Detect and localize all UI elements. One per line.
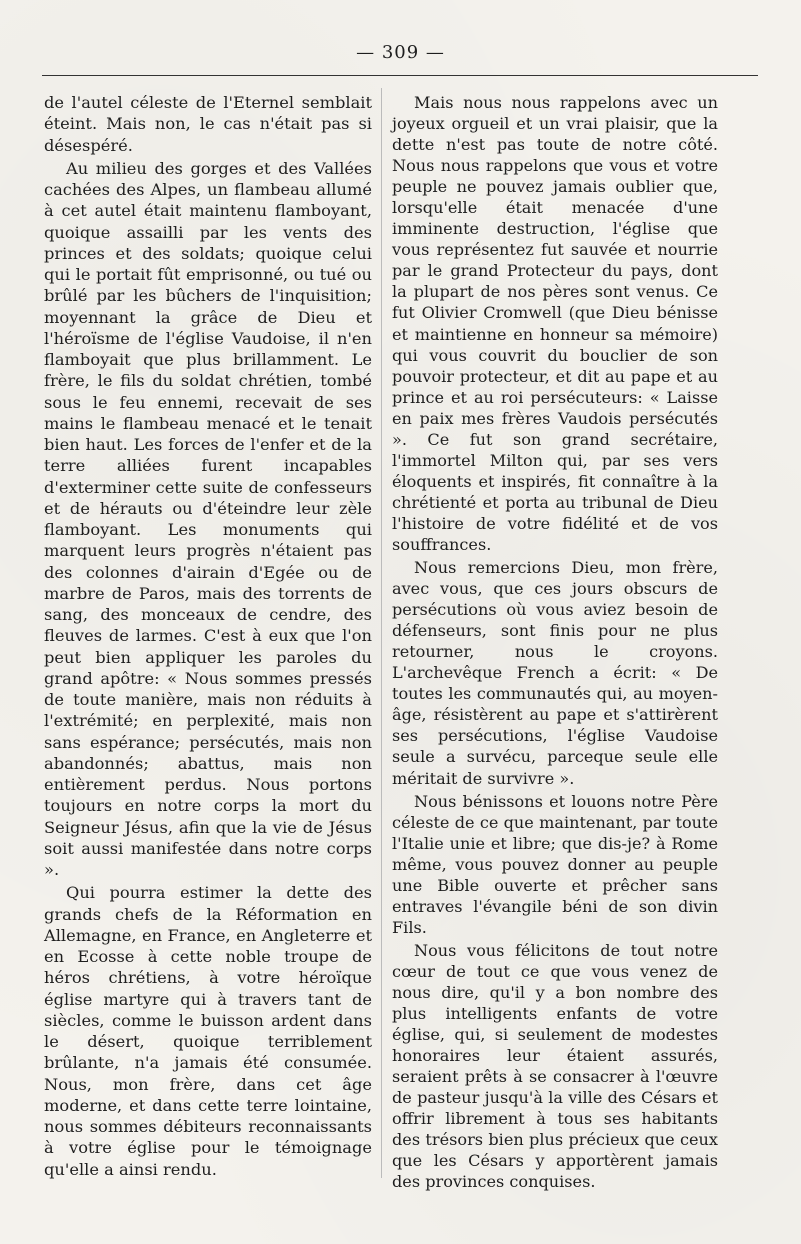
header-rule	[42, 75, 758, 76]
paragraph: de l'autel céleste de l'Eternel semblait éteint. Mais non, le cas n'était pas si désespéré.	[44, 93, 372, 155]
paragraph: Mais nous nous rappelons avec un joyeux orgueil et un vrai plaisir, que la dette n'est pas toute de notre côté. Nous nous rappelons que vous et votre peuple ne pouvez jamais oublier que, lorsqu'elle était menacée d'une imminente destruction, l'église que vous représentez fut sauvée et nourrie par le grand Protecteur du pays, dont la plupart de nos pères sont venus. Ce fut Olivier Cromwell (que Dieu bénisse et maintienne en honneur sa mémoire) qui vous couvrit du bouclier de son pouvoir protecteur, et dit au pape et au prince et au roi persécuteurs: « Laisse en paix mes frères Vaudois persécutés ». Ce fut son grand secrétaire, l'immortel Milton qui, par ses vers éloquents et inspirés, fit connaître à la chrétienté et porta au tribunal de Dieu l'histoire de votre fidélité et de vos souffrances.	[392, 93, 718, 554]
paragraph: Qui pourra estimer la dette des grands chefs de la Réformation en Allemagne, en France, en Angleterre et en Ecosse à cette noble troupe de héros chrétiens, à votre héroïque église martyre qui à travers tant de siècles, comme le buisson ardent dans le désert, quoique terriblement brûlante, n'a jamais été consumée. Nous, mon frère, dans cet âge moderne, et dans cette terre lointaine, nous sommes débiteurs reconnaissants à votre église pour le témoignage qu'elle a ainsi rendu.	[44, 883, 372, 1179]
page-number: — 309 —	[356, 42, 445, 63]
paragraph: Nous vous félicitons de tout notre cœur de tout ce que vous venez de nous dire, qu'il y a bon nombre des plus intelligents enfants de votre église, qui, si seulement de modestes honoraires leur étaient assurés, seraient prêts à se consacrer à l'œuvre de pasteur jusqu'à la ville des Césars et offrir librement à tous ses habitants des trésors bien plus précieux que ceux que les Césars y apportèrent jamais des provinces conquises.	[392, 940, 718, 1192]
paragraph: Nous remercions Dieu, mon frère, avec vous, que ces jours obscurs de persécutions où vous aviez besoin de défenseurs, sont finis pour ne plus retourner, nous le croyons. L'archevêque French a écrit: « De toutes les communautés qui, au moyen-âge, résistèrent au pape et s'attirèrent ses persécutions, l'église Vaudoise seule a survécu, parceque seule elle méritait de survivre ».	[392, 558, 718, 788]
right-column	[392, 92, 718, 1194]
paragraph: Nous bénissons et louons notre Père céleste de ce que maintenant, par toute l'Italie unie et libre; que dis-je? à Rome même, vous pouvez donner au peuple une Bible ouverte et prêcher sans entraves l'évangile béni de son divin Fils.	[392, 791, 718, 937]
paragraph: Au milieu des gorges et des Vallées cachées des Alpes, un flambeau allumé à cet autel était maintenu flamboyant, quoique assailli par les vents des princes et des soldats; quoique celui qui le portait fût emprisonné, ou tué ou brûlé par les bûchers de l'inquisition; moyennant la grâce de Dieu et l'héroïsme de l'église Vaudoise, il n'en flamboyait que plus brillamment. Le frère, le fils du soldat chrétien, tombé sous le feu ennemi, recevait de ses mains le flambeau menacé et le tenait bien haut. Les forces de l'enfer et de la terre alliées furent incapables d'exterminer cette suite de confesseurs et de hérauts ou d'éteindre leur zèle flamboyant. Les monuments qui marquent leurs progrès n'étaient pas des colonnes d'airain d'Egée ou de marbre de Paros, mais des torrents de sang, des monceaux de cendre, des fleuves de larmes. C'est à eux que l'on peut bien appliquer les paroles du grand apôtre: « Nous sommes pressés de toute manière, mais non réduits à l'extrémité; en perplexité, mais non sans espérance; persécutés, mais non abandonnés; abattus, mais non entièrement perdus. Nous portons toujours en notre corps la mort du Seigneur Jésus, afin que la vie de Jésus soit aussi manifestée dans notre corps ».	[44, 158, 372, 879]
left-column	[44, 92, 372, 1182]
column-separator	[381, 88, 382, 1178]
